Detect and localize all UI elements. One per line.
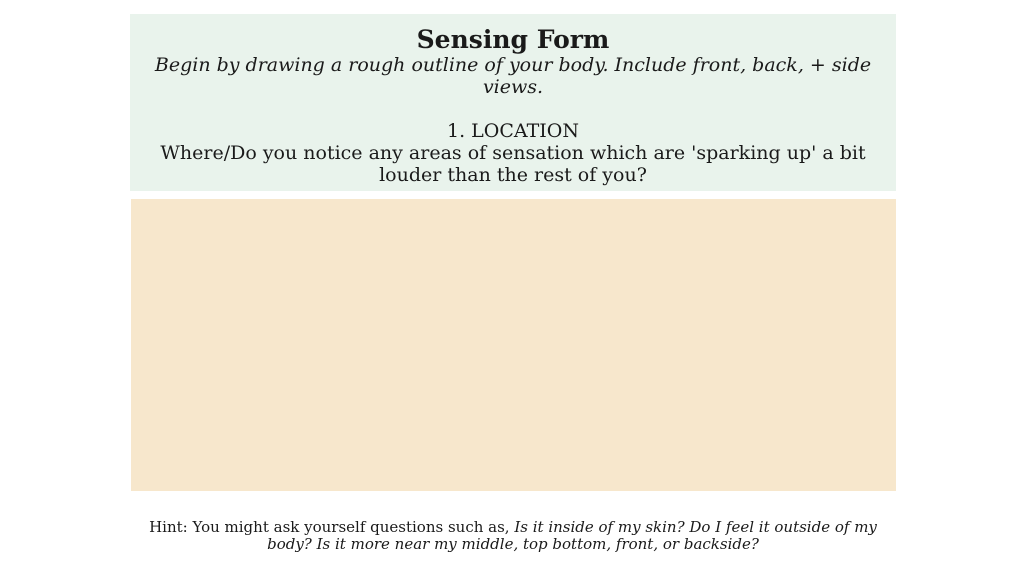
body-outline-drawing-area[interactable] bbox=[131, 199, 896, 491]
form-title: Sensing Form bbox=[416, 25, 610, 54]
hint-text bbox=[130, 519, 896, 553]
form-subtitle: Begin by drawing a rough outline of your body. Include front, back, + side views. bbox=[154, 54, 872, 98]
location-question: Where/Do you notice any areas of sensation which are 'sparking up' a bit louder than the rest of you? bbox=[160, 142, 866, 186]
form-header-panel bbox=[130, 14, 896, 191]
hint-questions: Is it inside of my skin? Do I feel it outside of my body? Is it more near my middle, top bottom, front, or backside? bbox=[267, 518, 877, 553]
hint-lead: Hint: You might ask yourself questions such as, bbox=[149, 518, 515, 536]
section-heading-location: 1. LOCATION bbox=[447, 120, 579, 142]
